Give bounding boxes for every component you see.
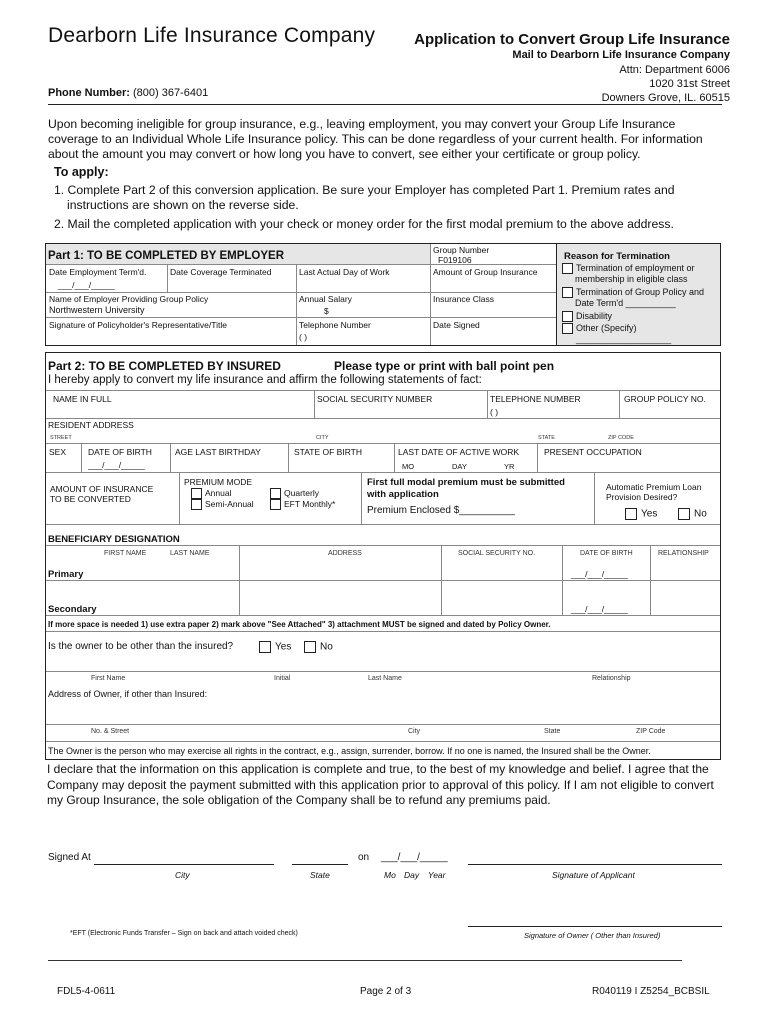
ben-first-name-header: FIRST NAME <box>104 550 147 557</box>
phone-number: Phone Number: (800) 367-6401 <box>48 87 209 99</box>
street-sublabel: STREET <box>50 435 72 441</box>
part2-section <box>45 352 721 760</box>
owner-first-name-label: First Name <box>91 675 126 682</box>
address-line-2: 1020 31st Street <box>649 78 730 90</box>
part1-section <box>45 243 721 346</box>
sex-label: SEX <box>49 447 67 457</box>
owner-city-label: City <box>408 728 421 735</box>
reason-termination-policy[interactable]: Termination of Group Policy and <box>562 287 704 298</box>
residence-address: RESIDENT ADDRESS <box>48 420 134 430</box>
telephone-paren[interactable]: ( ) <box>490 407 499 417</box>
state-of-birth-label: STATE OF BIRTH <box>294 447 363 457</box>
city-caption: City <box>175 870 190 880</box>
group-policy-no: GROUP POLICY NO. <box>624 394 706 404</box>
annual-salary-value[interactable]: $ <box>324 306 329 316</box>
secondary-dob-blank[interactable]: ___/___/_____ <box>571 604 628 614</box>
step-1: 1. Complete Part 2 of this conversion application. Be sure your Employer has completed Part 1. Premium rates and instructions are shown on the reverse side. <box>54 183 675 212</box>
yr-label: YR <box>504 462 515 471</box>
insurance-class: Insurance Class <box>433 294 494 304</box>
mode-semi-annual[interactable]: Semi-Annual <box>191 499 254 510</box>
date-coverage-terminated: Date Coverage Terminated <box>170 267 272 277</box>
ben-dob-header: DATE OF BIRTH <box>580 550 633 557</box>
owner-zip-label: ZIP Code <box>636 728 666 735</box>
sign-date-blank[interactable]: ___/___/_____ <box>381 852 448 863</box>
apl-yes[interactable]: Yes <box>625 508 657 520</box>
zip-sublabel: ZIP CODE <box>608 435 634 441</box>
last-actual-day: Last Actual Day of Work <box>299 267 390 277</box>
amount-convert-label: AMOUNT OF INSURANCE <box>50 484 154 494</box>
owner-definition: The Owner is the person who may exercise all rights in the contract, e.g., assign, surrender, borrow. If no one is named, the Insured shall be the Owner. <box>48 746 651 756</box>
occupation-label: PRESENT OCCUPATION <box>544 447 642 457</box>
owner-address-label: Address of Owner, if other than Insured: <box>48 689 208 699</box>
part2-title: Part 2: TO BE COMPLETED BY INSURED <box>48 359 281 373</box>
day-caption: Day <box>404 870 420 880</box>
state-sublabel: STATE <box>538 435 555 441</box>
mode-eft-monthly[interactable]: EFT Monthly* <box>270 499 335 510</box>
address-line-3: Downers Grove, IL. 60515 <box>601 92 730 104</box>
apl-label-2: Provision Desired? <box>606 492 678 502</box>
intro-paragraph: Upon becoming ineligible for group insurance, e.g., leaving employment, you may convert your Group Life Insurance coverage to an Individual Whole Life Insurance policy. This can be done regardless of your current health. For information about the amount you may convert or how long you have to convert, see either your certificate or group policy. <box>48 117 703 161</box>
reason-termination-employment[interactable]: Termination of employment or <box>562 263 695 274</box>
apl-label: Automatic Premium Loan <box>606 482 702 492</box>
premium-mode-label: PREMIUM MODE <box>184 477 252 487</box>
owner-signature-line[interactable] <box>468 926 722 927</box>
day-label: DAY <box>452 462 467 471</box>
telephone-value[interactable]: ( ) <box>299 332 308 342</box>
reason-date-termd: Date Term'd __________ <box>575 298 676 308</box>
dob-blank[interactable]: ___/___/_____ <box>88 460 145 470</box>
state-caption: State <box>310 870 330 880</box>
premium-enclosed[interactable]: Premium Enclosed $__________ <box>367 505 515 516</box>
name-in-full: NAME IN FULL <box>53 394 112 404</box>
to-apply-heading: To apply: <box>54 165 109 179</box>
owner-street-label: No. & Street <box>91 728 130 735</box>
owner-question: Is the owner to be other than the insured? <box>48 641 234 652</box>
age-label: AGE LAST BIRTHDAY <box>175 447 261 457</box>
reason-title: Reason for Termination <box>564 251 670 262</box>
header-divider <box>48 104 722 105</box>
signature-label: Signature of Policyholder's Representative/Title <box>49 320 228 330</box>
address-line-1: Attn: Department 6006 <box>619 64 730 76</box>
form-id: FDL5-4-0611 <box>57 986 116 997</box>
year-caption: Year <box>428 870 446 880</box>
eft-note: *EFT (Electronic Funds Transfer – Sign on back and attach voided check) <box>70 930 298 937</box>
ballpoint-note: Please type or print with ball point pen <box>334 359 555 373</box>
owner-initial-label: Initial <box>274 675 291 682</box>
amount-convert-label-2: TO BE CONVERTED <box>50 494 131 504</box>
ssn-label: SOCIAL SECURITY NUMBER <box>317 394 433 404</box>
owner-relationship-label: Relationship <box>592 675 631 682</box>
owner-no[interactable]: No <box>304 641 333 653</box>
date-employment-termd: Date Employment Term'd. <box>49 267 147 277</box>
group-number-label: Group Number <box>433 245 490 255</box>
employer-name-value: Northwestern University <box>49 305 145 315</box>
last-active-work-label: LAST DATE OF ACTIVE WORK <box>398 447 520 457</box>
ben-address-header: ADDRESS <box>328 550 362 557</box>
owner-state-label: State <box>544 728 561 735</box>
amount-group-insurance: Amount of Group Insurance <box>433 267 538 277</box>
mode-annual[interactable]: Annual <box>191 488 231 499</box>
declaration: I declare that the information on this application is complete and true, to the best of my knowledge and belief. I agree that the Company may deposit the payment submitted with this application prior to approval of this policy. If I am not eligible to convert my Group Insurance, the sole obligation of the Company shall be to refund any premiums paid. <box>47 762 714 807</box>
form-title: Application to Convert Group Life Insurance <box>414 31 730 48</box>
on-label: on <box>358 852 370 863</box>
state-line[interactable] <box>292 864 348 865</box>
first-premium-note: First full modal premium must be submitted <box>367 477 565 488</box>
part2-statement: I hereby apply to convert my life insurance and affirm the following statements of fact: <box>48 374 482 386</box>
telephone-number-label: TELEPHONE NUMBER <box>490 394 581 404</box>
employer-name-label: Name of Employer Providing Group Policy <box>49 294 209 304</box>
reason-other[interactable]: Other (Specify) <box>562 323 637 334</box>
mo-label: MO <box>402 462 415 471</box>
beneficiary-title: BENEFICIARY DESIGNATION <box>48 534 180 545</box>
ben-ssn-header: SOCIAL SECURITY NO. <box>458 550 536 557</box>
mo-caption: Mo <box>384 870 396 880</box>
date-employment-blank[interactable]: ___/___/_____ <box>58 280 115 290</box>
mail-to: Mail to Dearborn Life Insurance Company <box>512 49 730 61</box>
date-signed: Date Signed <box>433 320 480 330</box>
mode-quarterly[interactable]: Quarterly <box>270 488 319 499</box>
ben-relationship-header: RELATIONSHIP <box>658 550 709 557</box>
reason-termination-employment-cont: membership in eligible class <box>575 274 688 284</box>
owner-signature-caption: Signature of Owner ( Other than Insured) <box>524 931 661 940</box>
telephone-label: Telephone Number <box>299 320 371 330</box>
ben-last-name-header: LAST NAME <box>170 550 210 557</box>
part1-title: Part 1: TO BE COMPLETED BY EMPLOYER <box>48 250 285 262</box>
step-2: 2. Mail the completed application with your check or money order for the first modal premium to the above address. <box>54 217 674 231</box>
page-number: Page 2 of 3 <box>360 986 412 997</box>
footer-divider <box>48 960 682 961</box>
annual-salary-label: Annual Salary <box>299 294 352 304</box>
applicant-signature-caption: Signature of Applicant <box>552 870 635 880</box>
reason-other-blank[interactable]: ___________________ <box>576 334 672 344</box>
apl-no[interactable]: No <box>678 508 707 520</box>
primary-beneficiary-label: Primary <box>48 569 84 580</box>
signed-at-label: Signed At <box>48 852 91 863</box>
extra-space-note: If more space is needed 1) use extra paper 2) mark above "See Attached" 3) attachment MUST be signed and dated by Policy Owner. <box>48 620 551 629</box>
owner-last-name-label: Last Name <box>368 675 402 682</box>
dob-label: DATE OF BIRTH <box>88 447 152 457</box>
applicant-signature-line[interactable] <box>468 864 722 865</box>
group-number-value: F019106 <box>438 255 472 265</box>
company-name: Dearborn Life Insurance Company <box>48 24 376 47</box>
secondary-beneficiary-label: Secondary <box>48 604 97 615</box>
first-premium-note-2: with application <box>367 489 439 500</box>
reason-disability[interactable]: Disability <box>562 311 612 322</box>
city-line[interactable] <box>94 864 274 865</box>
owner-yes[interactable]: Yes <box>259 641 291 653</box>
revision-code: R040119 I Z5254_BCBSIL <box>592 986 710 997</box>
primary-dob-blank[interactable]: ___/___/_____ <box>571 569 628 579</box>
city-sublabel: CITY <box>316 435 329 441</box>
